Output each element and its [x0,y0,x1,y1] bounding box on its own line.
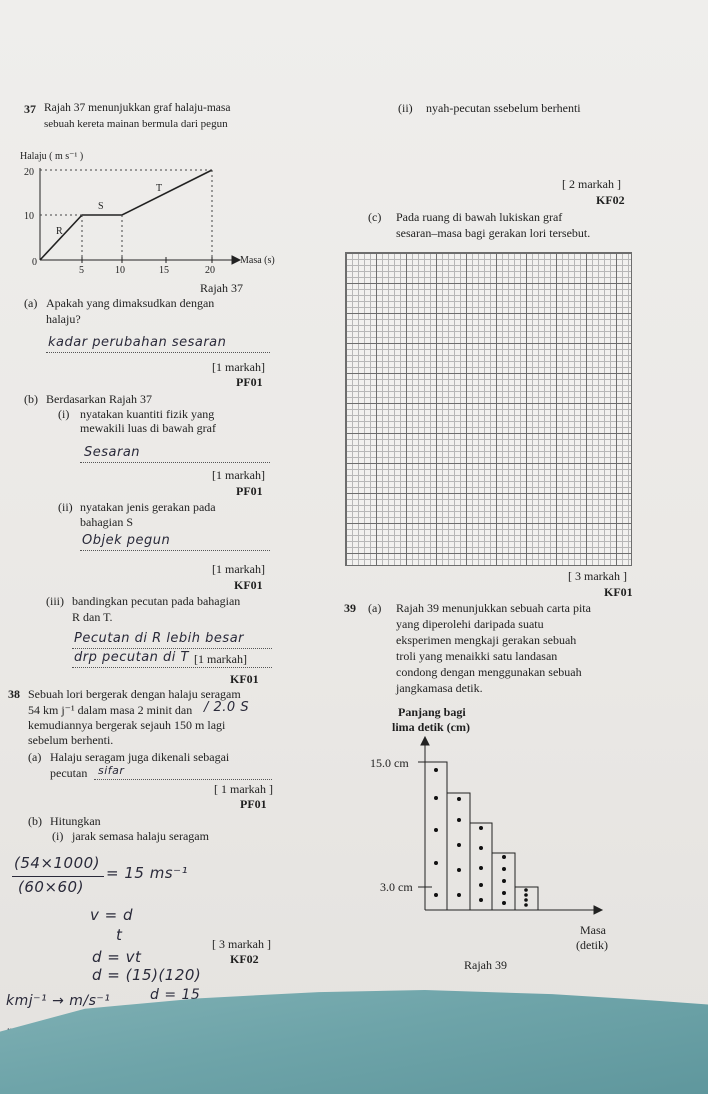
q38b-work-units: kmj⁻¹ → m/s⁻¹ [6,993,111,1009]
q37-number: 37 [24,102,36,116]
q37c-label: (c) [368,210,382,224]
q38a-answer: sifar [98,764,125,777]
q37bi-answer: Sesaran [84,445,141,460]
q38b-marks: [ 3 markah ] [212,937,271,951]
q39-text-line2: yang diperolehi daripada suatu [396,617,544,631]
q38-text-line2: 54 km j⁻¹ dalam masa 2 minit dan [28,703,193,717]
q37bii-answer-line [80,550,270,551]
q37biii-answer-rule2 [72,667,272,668]
q38b-work-numerator: (54×1000) [14,854,101,872]
graph-ytick-20: 20 [24,167,34,178]
graph-label-t: T [156,183,163,194]
q37biii-marks: [1 markah] [194,652,247,666]
graph-label-r: R [56,226,63,237]
q38b-work-denominator: (60×60) [18,878,84,896]
q38a-label: (a) [28,750,42,764]
q39-text-line1: Rajah 39 menunjukkan sebuah carta pita [396,601,591,615]
q38a-marks: [ 1 markah ] [214,782,273,796]
graph-xtick-10: 10 [115,265,125,276]
q37biii-question-line1: bandingkan pecutan pada bahagian [72,594,241,608]
q37b-stem: Berdasarkan Rajah 37 [46,392,152,406]
q39-text-line3: eksperimen mengkaji gerakan sebuah [396,633,577,647]
q38-text-line3: kemudiannya bergerak sejauh 150 m lagi [28,718,226,732]
tape-chart-ylabel-line1: Panjang bagi [398,705,466,719]
q37bii-label: (ii) [58,500,73,514]
tape-chart-caption: Rajah 39 [464,958,507,972]
q37biii-question-line2: R dan T. [72,610,113,624]
q38bi-question: jarak semasa halaju seragam [72,829,209,843]
q37a-answer-line [46,352,270,353]
q37a-question-line2: halaju? [46,312,81,326]
q37c-question-line1: Pada ruang di bawah lukiskan graf [396,210,563,224]
tape-ytick-3: 3.0 cm [380,880,413,894]
q37bii-code: KF01 [234,578,263,592]
tape-dots [434,768,528,907]
q38a-answer-line [94,779,272,780]
right-ii-label: (ii) [398,101,413,115]
q38b-work-result: = 15 ms⁻¹ [106,864,189,882]
tape-chart-ylabel-line2: lima detik (cm) [392,720,470,734]
tape-xlabel-line2: (detik) [576,938,608,952]
q37-graph-ylabel: Halaju ( m s⁻¹ ) [20,151,84,162]
q38b-stem: Hitungkan [50,814,101,828]
graph-caption: Rajah 37 [200,281,243,295]
q39-text-line4: troli yang menaikki satu landasan [396,649,558,663]
q38b-work-fraction-bar [12,876,104,877]
q38bi-label: (i) [52,829,64,843]
q38b-work-t: t [116,926,123,944]
q37bi-code: PF01 [236,484,263,498]
q37c-code: KF01 [604,585,633,599]
q37bi-question-line2: mewakili luas di bawah graf [80,421,216,435]
right-ii-text: nyah-pecutan ssebelum berhenti [426,101,581,115]
q38b-work-d-vt: d = vt [92,948,142,966]
q38-text-line4: sebelum berhenti. [28,733,114,747]
q39-text-line5: condong dengan menggunakan sebuah [396,665,582,679]
tape-xlabel-line1: Masa [580,923,606,937]
q37biii-label: (iii) [46,594,64,608]
q39-text-line6: jangkamasa detik. [396,681,483,695]
q39-label: (a) [368,601,382,615]
q38b-work-d-15: d = 15 [150,987,201,1003]
q37biii-code: KF01 [230,672,259,686]
q37a-marks: [1 markah] [212,360,265,374]
q37bii-question-line1: nyatakan jenis gerakan pada [80,500,216,514]
q37biii-answer-line2: drp pecutan di T [74,650,189,665]
graph-label-s: S [98,201,104,212]
q37c-marks: [ 3 markah ] [568,569,627,583]
graph-ytick-10: 10 [24,211,34,222]
q37a-question-line1: Apakah yang dimaksudkan dengan [46,296,215,310]
q37bii-answer: Objek pegun [82,533,171,548]
graph-xtick-20: 20 [205,265,215,276]
q37bii-marks: [1 markah] [212,562,265,576]
tape-strips [425,762,538,910]
q38b-label: (b) [28,814,42,828]
q37-intro-line1: Rajah 37 menunjukkan graf halaju-masa [44,102,231,114]
q38a-question-line1: Halaju seragam juga dikenali sebagai [50,750,230,764]
q37a-code: PF01 [236,375,263,389]
q38b-code: KF02 [230,952,259,966]
q38-number: 38 [8,687,20,701]
graph-x-arrow [232,256,240,264]
q37biii-answer-rule1 [72,648,272,649]
q37b-label: (b) [24,392,38,406]
graph-xtick-15: 15 [159,265,169,276]
graph-paper-grid [345,252,632,566]
q37-intro-line2: sebuah kereta mainan bermula dari pegun [44,118,228,130]
graph-xtick-5: 5 [79,265,84,276]
q37biii-answer-line1: Pecutan di R lebih besar [74,631,244,646]
q37c-question-line2: sesaran–masa bagi gerakan lori tersebut. [396,226,591,240]
graph-xlabel: Masa (s) [240,255,275,266]
q38-text-line1: Sebuah lori bergerak dengan halaju seragam [28,687,241,701]
q39-number: 39 [344,601,356,615]
q37a-label: (a) [24,296,38,310]
q38a-question-line2: pecutan [50,766,88,780]
q37bii-question-line2: bahagian S [80,515,133,529]
tape-ytick-15: 15.0 cm [370,756,409,770]
q37bi-label: (i) [58,407,70,421]
velocity-time-graph [0,160,300,290]
q38-hand-note: / 2.0 S [204,700,250,715]
q38b-work-v-eq: v = d [90,906,134,924]
right-ii-code: KF02 [596,193,625,207]
q38a-code: PF01 [240,797,267,811]
right-ii-marks: [ 2 markah ] [562,177,621,191]
q38b-work-d-sub: d = (15)(120) [92,966,202,984]
q37bi-question-line1: nyatakan kuantiti fizik yang [80,407,215,421]
q37bi-answer-line [80,462,270,463]
graph-ytick-0: 0 [32,257,37,268]
q37a-answer: kadar perubahan sesaran [48,335,227,350]
q37bi-marks: [1 markah] [212,468,265,482]
